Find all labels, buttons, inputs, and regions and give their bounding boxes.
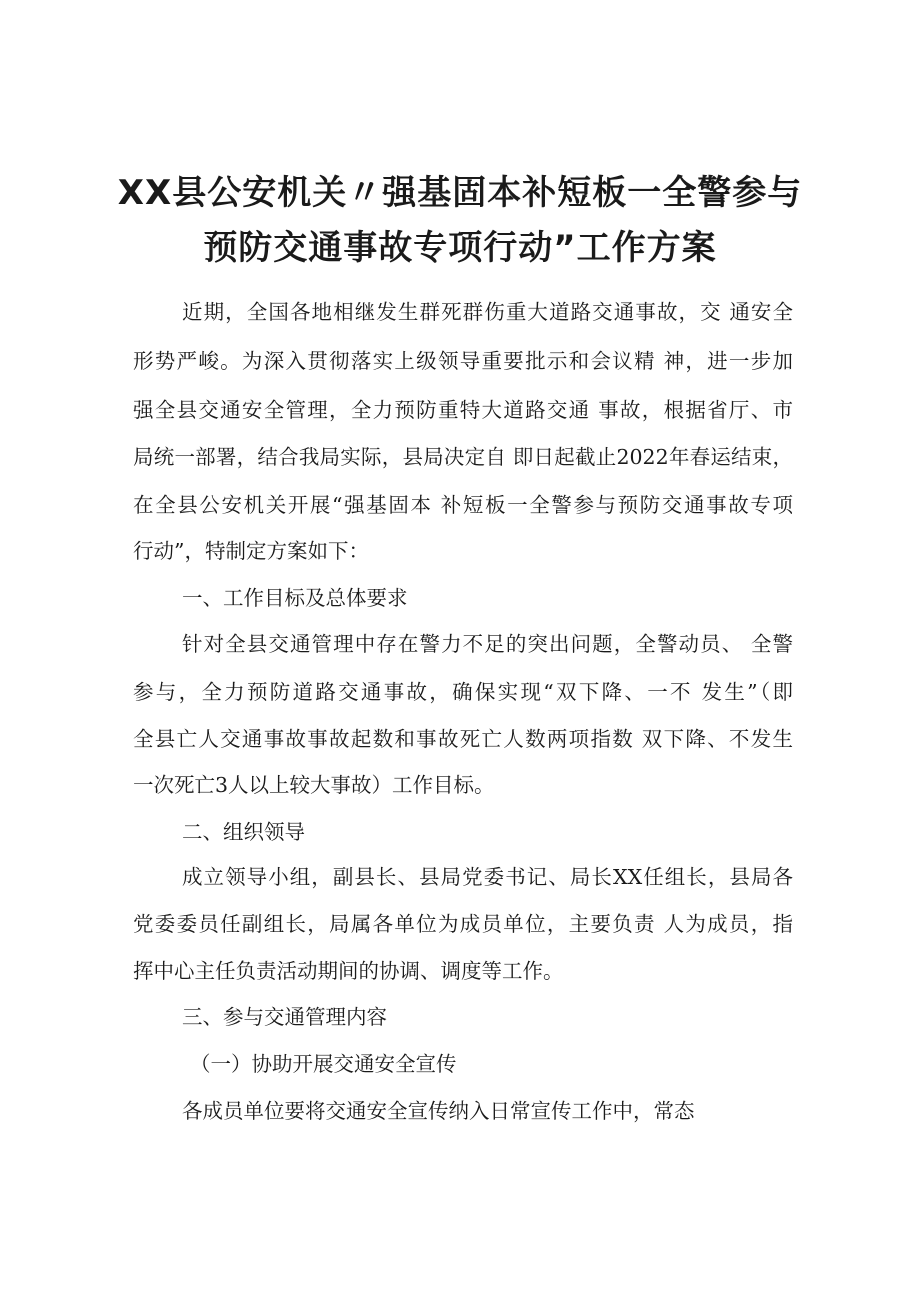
paragraph-line: 一次死亡3人以上较大事故）工作目标。 <box>133 773 495 797</box>
section-heading: 二、组织领导 <box>182 820 305 844</box>
document-title-line-2: 预防交通事故专项行动”工作方案 <box>203 228 717 268</box>
paragraph-line: 在全县公安机关开展“强基固本 补短板一全警参与预防交通事故专项 <box>133 493 793 517</box>
paragraph-line: 参与，全力预防道路交通事故，确保实现“双下降、一不 发生”（即 <box>133 680 793 704</box>
paragraph-line: 形势严峻。为深入贯彻落实上级领导重要批示和会议精 神，进一步加 <box>133 349 793 373</box>
paragraph-line: 强全县交通安全管理，全力预防重特大道路交通 事故，根据省厅、市 <box>133 398 793 422</box>
subsection-heading: （一）协助开展交通安全宣传 <box>190 1052 457 1076</box>
paragraph-line: 全县亡人交通事故事故起数和事故死亡人数两项指数 双下降、不发生 <box>133 727 793 751</box>
paragraph-line: 各成员单位要将交通安全宣传纳入日常宣传工作中，常态 <box>182 1099 695 1123</box>
paragraph-line: 针对全县交通管理中存在警力不足的突出问题，全警动员、 全警 <box>182 632 793 656</box>
paragraph-line: 局统一部署，结合我局实际，县局决定自 即日起截止2022年春运结束， <box>133 445 793 469</box>
paragraph-line: 成立领导小组，副县长、县局党委书记、局长XX任组长，县局各 <box>182 865 793 889</box>
section-heading: 三、参与交通管理内容 <box>182 1005 387 1029</box>
document-title-line-1: XX县公安机关〃强基固本补短板一全警参与 <box>117 173 803 213</box>
paragraph-line: 党委委员任副组长，局属各单位为成员单位，主要负责 人为成员，指 <box>133 912 793 936</box>
paragraph-line: 行动”，特制定方案如下： <box>133 539 369 563</box>
section-heading: 一、工作目标及总体要求 <box>182 586 408 610</box>
paragraph-line: 近期，全国各地相继发生群死群伤重大道路交通事故，交 通安全 <box>182 300 793 324</box>
paragraph-line: 挥中心主任负责活动期间的协调、调度等工作。 <box>133 959 564 983</box>
